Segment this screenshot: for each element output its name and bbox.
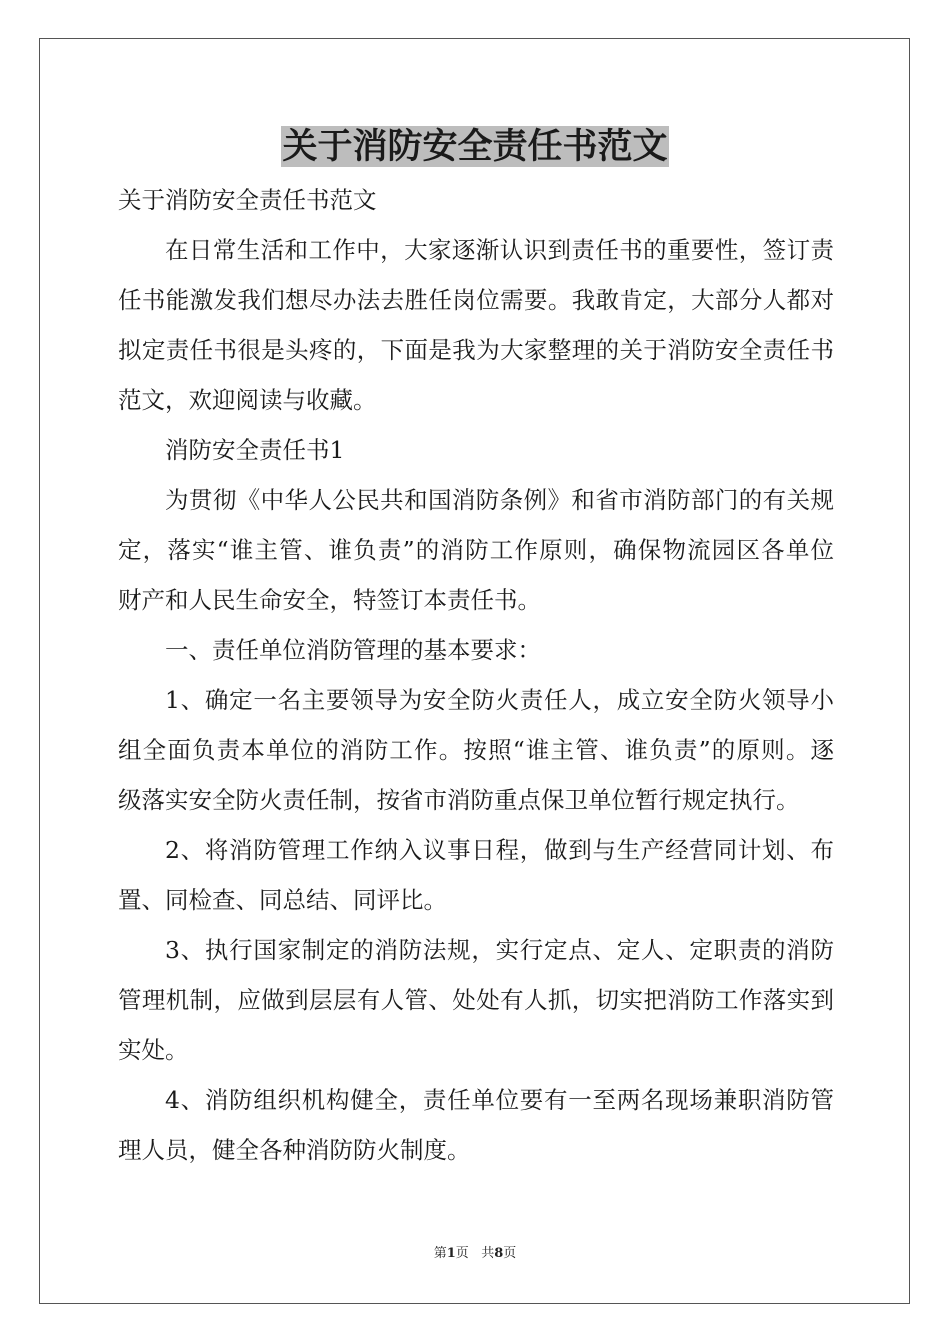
paragraph-line: 理人员，健全各种消防防火制度。 [118, 1136, 471, 1164]
paragraph-line: 范文，欢迎阅读与收藏。 [118, 386, 377, 414]
paragraph-line: 3、执行国家制定的消防法规，实行定点、定人、定职责的消防 [165, 936, 834, 964]
paragraph-line: 拟定责任书很是头疼的，下面是我为大家整理的关于消防安全责任书 [118, 336, 834, 364]
page-footer [0, 1244, 950, 1264]
footer-page-number: 1 [446, 1246, 456, 1261]
document-title-text: 关于消防安全责任书范文 [282, 126, 668, 167]
paragraph-line: 置、同检查、同总结、同评比。 [118, 886, 447, 914]
footer-page-prefix: 第 [433, 1246, 447, 1261]
paragraph-line: 实处。 [118, 1036, 189, 1064]
paragraph-line: 任书能激发我们想尽办法去胜任岗位需要。我敢肯定，大部分人都对 [118, 286, 834, 314]
paragraph-line: 定，落实“谁主管、谁负责”的消防工作原则，确保物流园区各单位 [118, 536, 834, 564]
footer-total-prefix: 共 [481, 1246, 495, 1261]
paragraph-line: 管理机制，应做到层层有人管、处处有人抓，切实把消防工作落实到 [118, 986, 834, 1014]
paragraph-line: 1、确定一名主要领导为安全防火责任人，成立安全防火领导小 [165, 686, 834, 714]
paragraph-line: 一、责任单位消防管理的基本要求： [165, 636, 541, 664]
footer-total-pages: 8 [494, 1246, 504, 1261]
paragraph-line: 组全面负责本单位的消防工作。按照“谁主管、谁负责”的原则。逐 [118, 736, 834, 764]
paragraph-line: 2、将消防管理工作纳入议事日程，做到与生产经营同计划、布 [165, 836, 834, 864]
paragraph-line: 消防安全责任书1 [165, 436, 345, 464]
paragraph-line: 财产和人民生命安全，特签订本责任书。 [118, 586, 541, 614]
paragraph-line: 在日常生活和工作中，大家逐渐认识到责任书的重要性，签订责 [165, 236, 834, 264]
paragraph-line: 关于消防安全责任书范文 [118, 186, 377, 214]
paragraph-line: 级落实安全防火责任制，按省市消防重点保卫单位暂行规定执行。 [118, 786, 800, 814]
footer-page-suffix: 页 [455, 1246, 469, 1261]
paragraph-line: 4、消防组织机构健全，责任单位要有一至两名现场兼职消防管 [165, 1086, 834, 1114]
footer-total-suffix: 页 [503, 1246, 517, 1261]
document-body [118, 175, 834, 1175]
document-title [0, 122, 950, 172]
paragraph-line: 为贯彻《中华人公民共和国消防条例》和省市消防部门的有关规 [165, 486, 834, 514]
